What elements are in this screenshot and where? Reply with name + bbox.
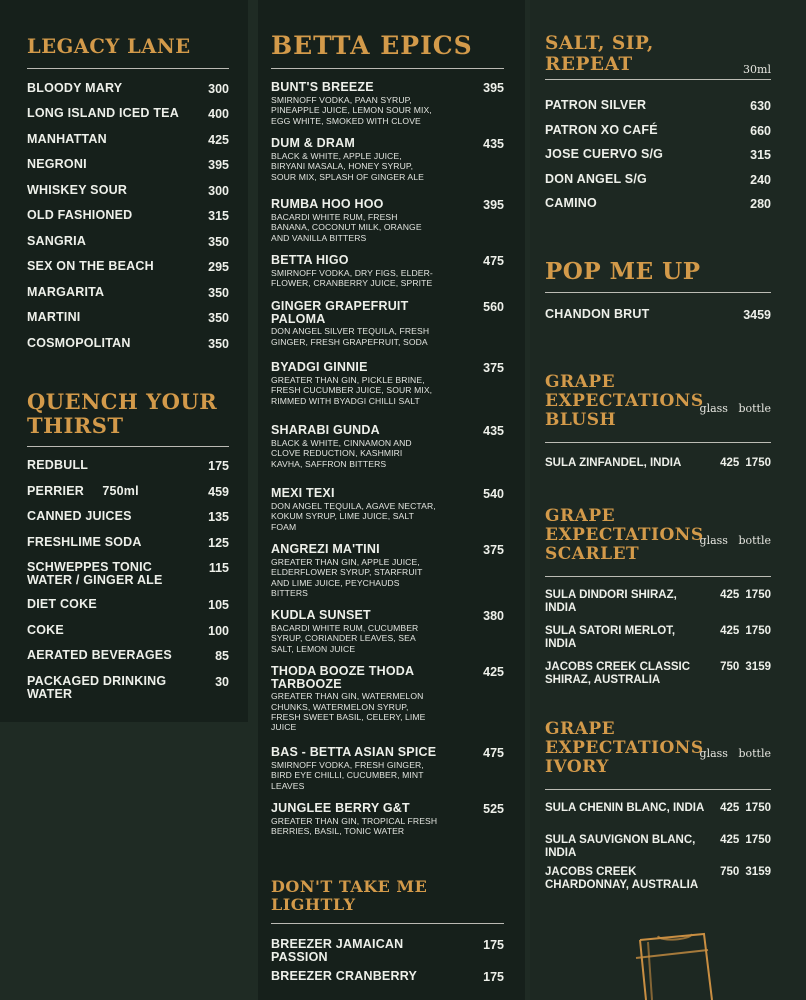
pop-me-up-heading: POP ME UP [545,258,701,285]
menu-item: SANGRIA 350 [27,233,229,249]
divider [545,442,771,443]
menu-item: BREEZER CRANBERRY 175 [271,968,504,984]
divider [545,292,771,293]
cocktail-item: BYADGI GINNIE 375 GREATER THAN GIN, PICKLE BRINE, FRESH CUCUMBER JUICE, SOUR MIX, RIMMED WITH BYADGI CHILLI SALT [271,360,504,406]
wine-item: SULA SATORI MERLOT, INDIA 425 1750 [545,625,771,650]
divider [271,68,504,69]
wine-item: JACOBS CREEK CHARDONNAY, AUSTRALIA 750 3159 [545,866,771,891]
menu-item: NEGRONI 395 [27,157,229,173]
cocktail-item: DUM & DRAM 435 BLACK & WHITE, APPLE JUICE, BIRYANI MASALA, HONEY SYRUP, SOUR MIX, SPLASH OF GINGER ALE [271,136,504,182]
betta-epics-section [271,31,504,837]
menu-item: FRESHLIME SODA 125 [27,534,229,550]
cocktail-item: BUNT'S BREEZE 395 SMIRNOFF VODKA, PAAN SYRUP, PINEAPPLE JUICE, LEMON SOUR MIX, EGG WHITE, SMOKED WITH CLOVE [271,80,504,126]
menu-item: CHANDON BRUT 3459 [545,306,771,322]
grape-ivory-list [545,802,771,898]
legacy-lane-section [27,36,229,362]
divider [27,68,229,69]
divider [27,446,229,447]
menu-item: PACKAGED DRINKING WATER 30 [27,673,229,701]
wine-item: SULA CHENIN BLANC, INDIA 425 1750 [545,802,771,815]
menu-item: MARGARITA 350 [27,284,229,300]
grape-ivory-heading: GRAPE EXPECTATIONS IVORY [545,719,704,778]
menu-item: PATRON XO CAFÉ 660 [545,122,771,138]
menu-item: PATRON SILVER 630 [545,98,771,114]
wine-item: JACOBS CREEK CLASSIC SHIRAZ, AUSTRALIA 750 3159 [545,661,771,686]
wine-item: SULA DINDORI SHIRAZ, INDIA 425 1750 [545,589,771,614]
grape-scarlet-section [545,507,771,697]
legacy-lane-list [27,82,229,363]
wine-item: SULA ZINFANDEL, INDIA 425 1750 [545,457,771,470]
dont-take-list [271,938,504,992]
menu-item: BLOODY MARY 300 [27,80,229,96]
dont-take-heading: DON'T TAKE ME LIGHTLY [271,877,428,914]
menu-item: COSMOPOLITAN 350 [27,335,229,351]
grape-scarlet-list [545,589,771,697]
quench-section [27,390,229,705]
betta-epics-heading: BETTA EPICS [271,31,473,60]
legacy-lane-heading: LEGACY LANE [27,35,191,58]
salt-sip-list [545,99,771,222]
menu-item: CANNED JUICES 135 [27,509,229,525]
salt-sip-heading: SALT, SIP, REPEAT [545,33,654,75]
cocktail-item: MEXI TEXI 540 DON ANGEL TEQUILA, AGAVE NECTAR, KOKUM SYRUP, LIME JUICE, SALT FOAM [271,486,504,532]
divider [545,79,771,80]
dont-take-section [271,878,504,992]
divider [271,923,504,924]
whisky-glass-icon [630,928,720,1000]
grape-blush-list [545,457,771,469]
cocktail-item: BETTA HIGO 475 SMIRNOFF VODKA, DRY FIGS, ELDER-FLOWER, CRANBERRY JUICE, SPRITE [271,253,504,289]
cocktail-item: GINGER GRAPEFRUIT PALOMA 560 DON ANGEL SILVER TEQUILA, FRESH GINGER, FRESH GRAPEFRUIT, SODA [271,299,504,347]
cocktail-item: RUMBA HOO HOO 395 BACARDI WHITE RUM, FRESH BANANA, COCONUT MILK, ORANGE AND VANILLA BITTERS [271,197,504,243]
menu-item: LONG ISLAND ICED TEA 400 [27,106,229,122]
menu-item: CAMINO 280 [545,196,771,212]
wine-item: SULA SAUVIGNON BLANC, INDIA 425 1750 [545,834,771,859]
menu-item: PERRIER 750ml 459 [27,483,229,499]
quench-heading: QUENCH YOUR THIRST [27,389,218,438]
menu-item: REDBULL 175 [27,458,229,474]
pop-me-up-section [545,259,771,322]
quench-list [27,459,229,705]
menu-item: DIET COKE 105 [27,597,229,613]
cocktail-item: THODA BOOZE THODA TARBOOZE 425 GREATER THAN GIN, WATERMELON CHUNKS, WATERMELON SYRUP, FRESH SWEET BASIL, CELERY, LIME JUICE [271,664,504,733]
glass-bottle-header: glass bottle [699,534,771,547]
divider [545,789,771,790]
divider [545,576,771,577]
menu-item: SCHWEPPES TONIC WATER / GINGER ALE 115 [27,560,229,588]
menu-item: SEX ON THE BEACH 295 [27,259,229,275]
measure-label: 30ml [743,63,771,76]
menu-item: AERATED BEVERAGES 85 [27,648,229,664]
cocktail-item: SHARABI GUNDA 435 BLACK & WHITE, CINNAMON AND CLOVE REDUCTION, KASHMIRI KAVHA, SAFFRON BITTERS [271,423,504,469]
cocktail-item: BAS - BETTA ASIAN SPICE 475 SMIRNOFF VODKA, FRESH GINGER, BIRD EYE CHILLI, CUCUMBER, MINT LEAVES [271,745,504,791]
menu-item: BREEZER JAMAICAN PASSION 175 [271,936,504,964]
grape-scarlet-heading: GRAPE EXPECTATIONS SCARLET [545,506,704,565]
cocktail-item: JUNGLEE BERRY G&T 525 GREATER THAN GIN, TROPICAL FRESH BERRIES, BASIL, TONIC WATER [271,801,504,837]
grape-blush-section [545,373,771,470]
grape-ivory-section [545,720,771,898]
cocktail-item: KUDLA SUNSET 380 BACARDI WHITE RUM, CUCUMBER SYRUP, CORIANDER LEAVES, SEA SALT, LEMON JUICE [271,608,504,654]
glass-bottle-header: glass bottle [699,402,771,415]
glass-bottle-header: glass bottle [699,747,771,760]
pop-me-up-list [545,308,771,322]
salt-sip-section [545,34,771,222]
menu-item: MANHATTAN 425 [27,131,229,147]
menu-item: COKE 100 [27,622,229,638]
menu-item: WHISKEY SOUR 300 [27,182,229,198]
grape-blush-heading: GRAPE EXPECTATIONS BLUSH [545,372,704,431]
menu-item: MARTINI 350 [27,310,229,326]
menu-item: JOSE CUERVO S/G 315 [545,147,771,163]
cocktail-item: ANGREZI MA'TINI 375 GREATER THAN GIN, APPLE JUICE, ELDERFLOWER SYRUP, STARFRUIT AND LIME JUICE, PEYCHAUDS BITTERS [271,542,504,598]
menu-item: OLD FASHIONED 315 [27,208,229,224]
menu-item: DON ANGEL S/G 240 [545,171,771,187]
